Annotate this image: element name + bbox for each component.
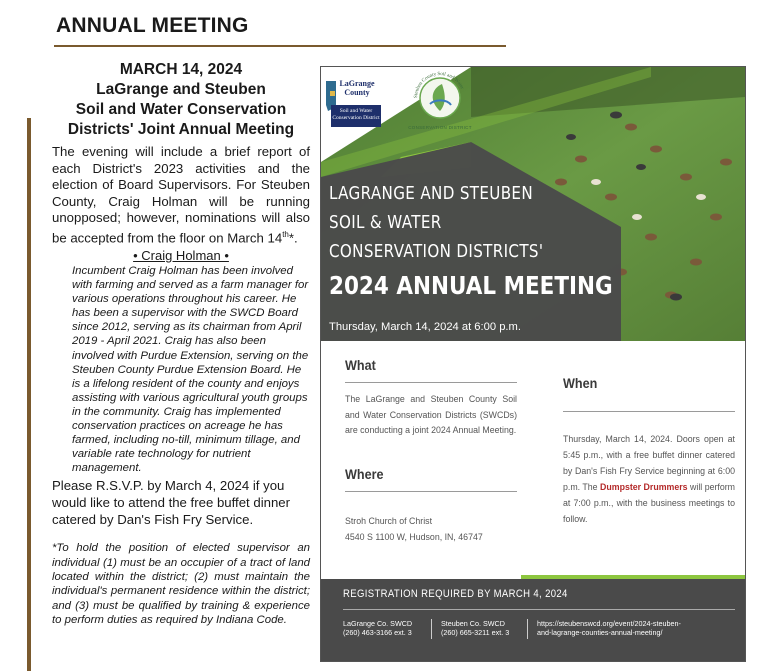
- footer-rule: [343, 609, 735, 610]
- article-intro: [52, 144, 310, 247]
- where-rule: [345, 491, 517, 492]
- where-address: 4540 S 1100 W, Hudson, IN, 46747: [345, 532, 483, 542]
- intro-text: The evening will include a brief report of each District's 2023 activities and the election of Board Supervisors. For Steuben County, Craig Holman will be running unopposed; however, nominations will also be accepted from the floor on March 14: [52, 144, 310, 246]
- candidate-name: • Craig Holman •: [133, 247, 229, 263]
- what-heading: What: [345, 357, 376, 373]
- flyer-title-main: 2024 ANNUAL MEETING: [329, 271, 613, 300]
- section-title: ANNUAL MEETING: [56, 14, 249, 37]
- article-heading-line: Soil and Water Conservation: [75, 101, 287, 118]
- flyer-title: [329, 180, 629, 302]
- candidate-bio: Incumbent Craig Holman has been involved with farming and served as a farm manager for various operations throughout his career. He has been a supervisor with the SWCD Board since 2012, serving as its chairman from April 2019 - April 2021. Craig has also been involved with Purdue Extension, serving on the Steuben County Purdue Extension Board. He is a lifelong resident of the county and enjoys assisting with various agricultural youth groups in the community. Craig has implemented conservation practices on acreage he has farmed, including no-till, minimum tillage, and variable rate technology for nutrient management.: [72, 264, 309, 475]
- when-rule: [563, 411, 735, 412]
- lagrange-logo: [325, 75, 381, 127]
- contact-phone: (260) 665-3211 ext. 3: [441, 628, 510, 637]
- flyer-title-line: SOIL & WATER: [329, 213, 442, 233]
- eligibility-footnote: *To hold the position of elected supervisor an individual (1) must be an occupier of a tract of land located within the district; (2) must maintain the individual's permanent residence within the district; and (3) must be qualified by training & experience to perform duties as required by Indiana Code.: [52, 542, 310, 627]
- footer-separator: [431, 619, 432, 639]
- where-heading: Where: [345, 466, 384, 482]
- lagrange-logo-title: LaGrange County: [339, 79, 375, 97]
- steuben-logo-arc-text: Steuben County Soil and Water: [413, 71, 465, 99]
- contact-steuben: [441, 619, 509, 637]
- footer-separator: [527, 619, 528, 639]
- what-text: The LaGrange and Steuben County Soil and Water Conservation Districts (SWCDs) are conducting a joint 2024 Annual Meeting.: [345, 394, 517, 435]
- contact-name: LaGrange Co. SWCD: [343, 619, 413, 628]
- flyer-footer: [321, 579, 745, 661]
- article-column: [52, 60, 310, 628]
- contact-lagrange: [343, 619, 412, 637]
- event-url-line: and-lagrange-counties-annual-meeting/: [537, 628, 663, 637]
- steuben-leaf-emblem-icon: [407, 71, 473, 125]
- performer-highlight: Dumpster Drummers: [600, 482, 688, 492]
- article-heading-line: Districts' Joint Annual Meeting: [67, 121, 295, 138]
- registration-deadline: REGISTRATION REQUIRED BY MARCH 4, 2024: [343, 588, 568, 600]
- flyer-title-line: CONSERVATION DISTRICTS': [329, 242, 544, 262]
- rsvp-text: Please R.S.V.P. by March 4, 2024 if you would like to attend the free buffet dinner catered by Dan's Fish Fry Service.: [52, 478, 291, 527]
- article-heading: [52, 60, 310, 140]
- when-text: [563, 431, 735, 527]
- where-venue: Stroh Church of Christ: [345, 516, 433, 526]
- flyer-hero: [321, 67, 745, 341]
- event-flyer: [320, 66, 746, 662]
- article-heading-line: MARCH 14, 2024: [119, 61, 243, 78]
- flyer-date: Thursday, March 14, 2024 at 6:00 p.m.: [329, 321, 521, 333]
- where-text: [345, 513, 535, 545]
- steuben-logo: [407, 71, 473, 133]
- when-heading: When: [563, 375, 598, 391]
- event-url: [537, 619, 737, 637]
- steuben-logo-caption: CONSERVATION DISTRICT: [408, 125, 472, 130]
- when-text-before: Thursday, March 14, 2024. Doors open at 5:45 p.m., with a free buffet dinner catered by Dan's Fish Fry Service beginning at 6:00 p.m. The: [563, 434, 735, 492]
- contact-phone: (260) 463-3166 ext. 3: [343, 628, 412, 637]
- event-url-line: https://steubenswcd.org/event/2024-steuben-: [537, 619, 681, 628]
- when-text-after: will perform at 7:00 p.m., with the business meetings to follow.: [563, 482, 735, 524]
- intro-end: *.: [288, 230, 298, 246]
- intro-superscript: th: [282, 229, 289, 239]
- contact-name: Steuben Co. SWCD: [441, 619, 505, 628]
- section-divider: [54, 45, 506, 47]
- left-accent-bar: [27, 118, 31, 671]
- article-heading-line: LaGrange and Steuben: [96, 81, 266, 98]
- flyer-title-line: LAGRANGE AND STEUBEN: [329, 184, 534, 204]
- lagrange-logo-subtitle: Soil and Water Conservation District: [331, 105, 381, 127]
- what-rule: [345, 382, 517, 383]
